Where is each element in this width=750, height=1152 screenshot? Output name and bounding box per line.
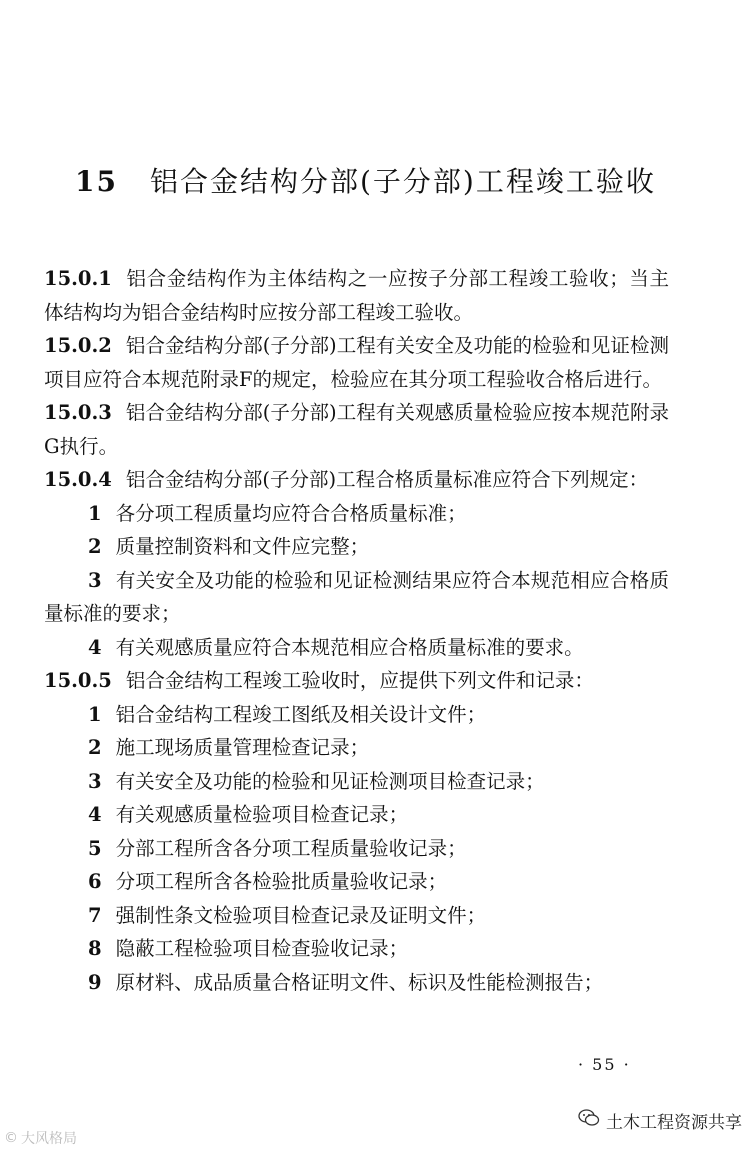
watermark-source bbox=[4, 1128, 77, 1148]
item-text: 原材料、成品质量合格证明文件、标识及性能检测报告； bbox=[115, 970, 604, 994]
item-text: 有关观感质量检验项目检查记录； bbox=[115, 803, 409, 826]
clause-text: 铝合金结构分部(子分部)工程有关安全及功能的检验和见证检测项目应符合本规范附录F的规定，检验应在其分项工程验收合格后进行。 bbox=[44, 334, 669, 391]
item-text: 分部工程所含各分项工程质量验收记录； bbox=[115, 836, 467, 860]
item-text: 施工现场质量管理检查记录； bbox=[115, 736, 370, 759]
list-item bbox=[44, 698, 669, 732]
list-item bbox=[44, 966, 669, 1000]
watermark-text: 大风格局 bbox=[21, 1131, 77, 1147]
item-number: 5 bbox=[88, 836, 102, 860]
item-number: 4 bbox=[88, 803, 102, 826]
list-item bbox=[44, 631, 669, 665]
clause-number: 15.0.2 bbox=[44, 334, 112, 357]
clause-15-0-3 bbox=[44, 396, 669, 463]
item-text: 质量控制资料和文件应完整； bbox=[115, 535, 370, 558]
item-number: 3 bbox=[88, 568, 102, 592]
clause-number: 15.0.1 bbox=[44, 267, 112, 290]
item-text: 有关安全及功能的检验和见证检测项目检查记录； bbox=[115, 769, 545, 793]
list-item bbox=[44, 731, 669, 765]
list-item bbox=[44, 899, 669, 933]
item-number: 8 bbox=[88, 937, 102, 960]
list-item bbox=[44, 564, 669, 631]
clause-number: 15.0.3 bbox=[44, 401, 112, 424]
watermark-wechat bbox=[578, 1108, 742, 1133]
item-number: 7 bbox=[88, 903, 102, 927]
item-number: 2 bbox=[88, 736, 102, 759]
clause-number: 15.0.5 bbox=[44, 669, 112, 692]
list-item bbox=[44, 530, 669, 564]
page-number: · 55 · bbox=[578, 1055, 631, 1074]
item-number: 9 bbox=[88, 970, 102, 994]
clause-text: 铝合金结构作为主体结构之一应按子分部工程竣工验收；当主体结构均为铝合金结构时应按分部工程竣工验收。 bbox=[44, 267, 669, 324]
clause-15-0-5 bbox=[44, 664, 669, 698]
item-text: 分项工程所含各检验批质量验收记录； bbox=[115, 870, 448, 893]
list-item bbox=[44, 798, 669, 832]
list-item bbox=[44, 497, 669, 531]
document-body bbox=[44, 262, 669, 999]
chapter-title bbox=[75, 160, 656, 200]
item-text: 有关观感质量应符合本规范相应合格质量标准的要求。 bbox=[115, 635, 584, 659]
item-number: 4 bbox=[88, 635, 102, 659]
chapter-number: 15 bbox=[75, 165, 118, 198]
clause-text: 铝合金结构工程竣工验收时，应提供下列文件和记录： bbox=[125, 669, 594, 692]
list-item bbox=[44, 765, 669, 799]
item-number: 1 bbox=[88, 702, 102, 726]
item-text: 强制性条文检验项目检查记录及证明文件； bbox=[115, 903, 487, 927]
clause-15-0-2 bbox=[44, 329, 669, 396]
list-item bbox=[44, 832, 669, 866]
list-item bbox=[44, 865, 669, 899]
copyright-icon: © bbox=[4, 1130, 18, 1146]
item-number: 2 bbox=[88, 535, 102, 558]
clause-text: 铝合金结构分部(子分部)工程有关观感质量检验应按本规范附录G执行。 bbox=[44, 401, 669, 458]
clause-number: 15.0.4 bbox=[44, 468, 112, 491]
clause-15-0-4 bbox=[44, 463, 669, 497]
list-item bbox=[44, 932, 669, 966]
item-text: 铝合金结构工程竣工图纸及相关设计文件； bbox=[115, 702, 487, 726]
clause-text: 铝合金结构分部(子分部)工程合格质量标准应符合下列规定： bbox=[125, 468, 649, 491]
item-text: 各分项工程质量均应符合合格质量标准； bbox=[115, 501, 467, 525]
item-number: 6 bbox=[88, 870, 102, 893]
item-text: 隐蔽工程检验项目检查验收记录； bbox=[115, 937, 409, 960]
item-text: 有关安全及功能的检验和见证检测结果应符合本规范相应合格质量标准的要求； bbox=[44, 568, 669, 625]
wechat-icon bbox=[578, 1108, 600, 1133]
watermark-text: 土木工程资源共享 bbox=[606, 1113, 742, 1133]
item-number: 1 bbox=[88, 501, 102, 525]
chapter-title-text: 铝合金结构分部(子分部)工程竣工验收 bbox=[149, 165, 656, 198]
clause-15-0-1 bbox=[44, 262, 669, 329]
item-number: 3 bbox=[88, 769, 102, 793]
